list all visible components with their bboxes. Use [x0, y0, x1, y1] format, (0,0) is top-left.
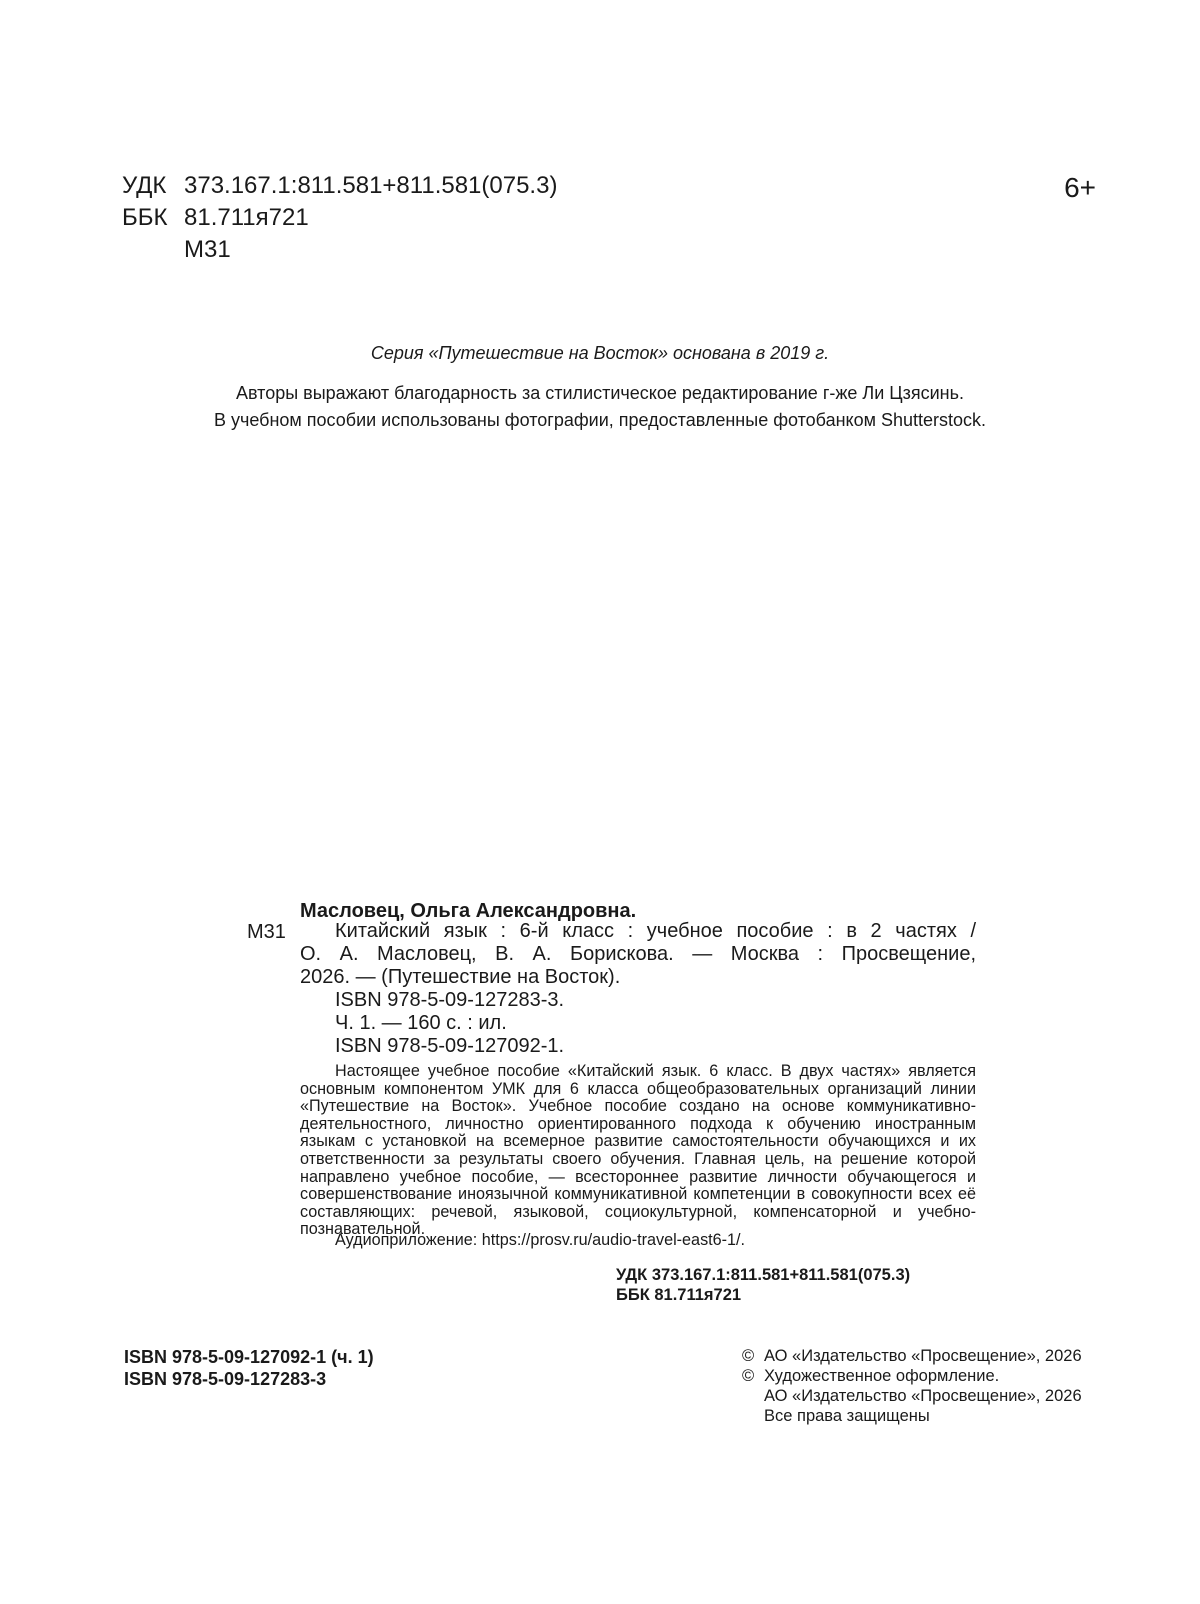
copyright-symbol: © — [742, 1367, 755, 1385]
card-part: Ч. 1. — 160 с. : ил. — [335, 1012, 507, 1034]
author-code: М31 — [184, 236, 231, 263]
card-title-line: 2026. — (Путешествие на Восток). — [300, 966, 621, 988]
isbn-line: ISBN 978-5-09-127092-1 (ч. 1) — [124, 1347, 374, 1367]
bbk-value: 81.711я721 — [184, 204, 309, 231]
age-rating: 6+ — [1064, 172, 1096, 203]
card-udk: УДК 373.167.1:811.581+811.581(075.3) — [616, 1266, 911, 1284]
copyright-symbol: © — [742, 1347, 755, 1365]
card-title-line: О. А. Масловец, В. А. Борискова. — Москва : Просвещение, — [300, 943, 976, 965]
copyright-text: АО «Издательство «Просвещение», 2026 — [764, 1347, 1082, 1365]
card-isbn-part: ISBN 978-5-09-127092-1. — [335, 1035, 565, 1057]
copyright-line — [742, 1346, 1082, 1366]
copyright-line — [742, 1366, 999, 1386]
rights-reserved: Все права защищены — [764, 1407, 930, 1425]
copyright-text: АО «Издательство «Просвещение», 2026 — [764, 1387, 1082, 1405]
bbk-label: ББК — [122, 204, 168, 231]
classification-block — [122, 170, 622, 270]
acknowledgement-line: В учебном пособии использованы фотографии, предоставленные фотобанком Shutterstock. — [213, 410, 987, 430]
isbn-line: ISBN 978-5-09-127283-3 — [124, 1369, 327, 1389]
udk-value: 373.167.1:811.581+811.581(075.3) — [184, 172, 558, 199]
series-note: Серия «Путешествие на Восток» основана в 2019 г. — [370, 343, 830, 363]
card-audio: Аудиоприложение: https://prosv.ru/audio-travel-east6-1/. — [335, 1231, 746, 1249]
card-author-heading: Масловец, Ольга Александровна. — [300, 900, 637, 922]
copyright-text: Художественное оформление. — [764, 1367, 1000, 1385]
udk-label: УДК — [122, 172, 167, 199]
card-annotation: Настоящее учебное пособие «Китайский язык. 6 класс. В двух частях» является основным компонентом УМК для 6 класса общеобразовательных организаций линии «Путешествие на Восток». Учебное пособие создано на основе коммуникативно-деятельностного, личностно ориентированного подхода к обучению иностранным языкам с установкой на всемерное развитие самостоятельности обучающихся и их ответственности за результаты своего обучения. Главная цель, на решение которой направлено учебное пособие, — всестороннее развитие личности обучающегося и совершенствование иноязычной коммуникативной компетенции в совокупности всех её составляющих: речевой, языковой, социокультурной, компенсаторной и учебно-познавательной. — [300, 1062, 976, 1239]
acknowledgement-line: Авторы выражают благодарность за стилистическое редактирование г-же Ли Цзясинь. — [236, 383, 964, 403]
card-title-line: Китайский язык : 6-й класс : учебное пособие : в 2 частях / — [335, 920, 976, 942]
card-author-code: М31 — [247, 921, 286, 943]
card-isbn-set: ISBN 978-5-09-127283-3. — [335, 989, 565, 1011]
card-bbk: ББК 81.711я721 — [616, 1286, 742, 1304]
